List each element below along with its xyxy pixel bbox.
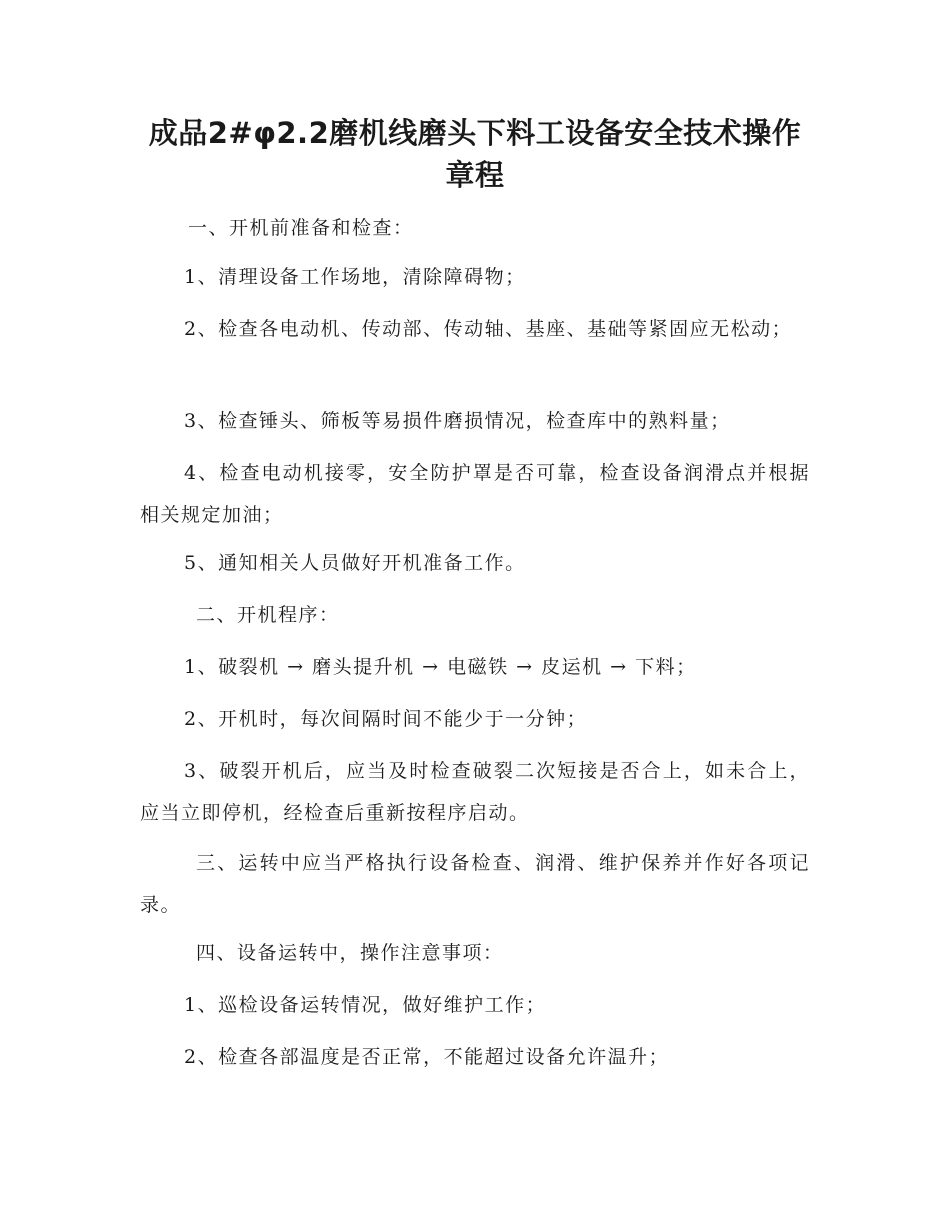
paragraph: 3、检查锤头、筛板等易损件磨损情况，检查库中的熟料量； bbox=[184, 410, 731, 432]
paragraph: 2、检查各部温度是否正常，不能超过设备允许温升； bbox=[184, 1046, 670, 1068]
section-heading-2: 二、开机程序： bbox=[196, 604, 340, 626]
section-heading-3: 三、运转中应当严格执行设备检查、润滑、维护保养并作好各项记录。 bbox=[140, 852, 810, 916]
paragraph: 2、检查各电动机、传动部、传动轴、基座、基础等紧固应无松动； bbox=[184, 318, 793, 340]
paragraph: 1、破裂机 → 磨头提升机 → 电磁铁 → 皮运机 → 下料； bbox=[184, 656, 697, 678]
paragraph: 4、检查电动机接零，安全防护罩是否可靠，检查设备润滑点并根据相关规定加油； bbox=[140, 462, 810, 526]
paragraph: 2、开机时，每次间隔时间不能少于一分钟； bbox=[184, 708, 588, 730]
paragraph: 3、破裂开机后，应当及时检查破裂二次短接是否合上，如未合上，应当立即停机，经检查后重新按程序启动。 bbox=[140, 760, 810, 824]
paragraph: 1、清理设备工作场地，清除障碍物； bbox=[184, 266, 526, 288]
section-heading-4: 四、设备运转中，操作注意事项： bbox=[196, 942, 504, 964]
document-title: 成品2#φ2.2磨机线磨头下料工设备安全技术操作章程 bbox=[148, 116, 802, 192]
paragraph: 5、通知相关人员做好开机准备工作。 bbox=[184, 552, 526, 574]
paragraph: 1、巡检设备运转情况，做好维护工作； bbox=[184, 994, 547, 1016]
section-heading-1: 一、开机前准备和检查： bbox=[188, 217, 414, 239]
